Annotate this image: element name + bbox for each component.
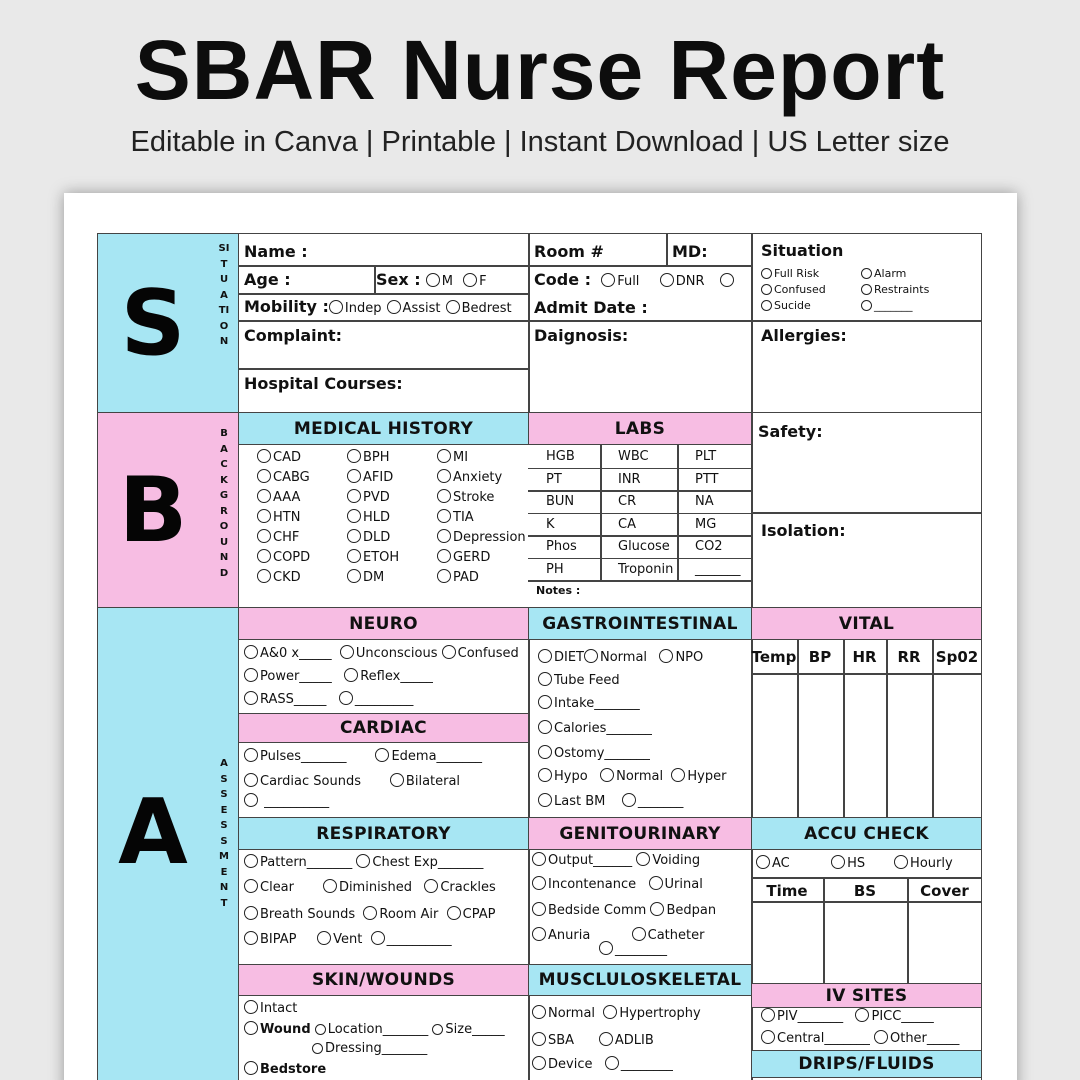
resp-row-4: BIPAP Vent __________ bbox=[244, 931, 452, 947]
location-radio[interactable] bbox=[315, 1024, 326, 1035]
bedstore-radio[interactable] bbox=[244, 1061, 258, 1075]
lab-cell: WBC bbox=[618, 449, 649, 464]
rass-radio[interactable] bbox=[244, 691, 258, 705]
medical-history-item[interactable] bbox=[347, 529, 390, 545]
lab-cell: BUN bbox=[546, 494, 575, 509]
medical-history-label: MI bbox=[453, 450, 469, 465]
checkbox-icon[interactable] bbox=[257, 449, 271, 463]
intake-radio[interactable] bbox=[538, 695, 552, 709]
page-subtitle: Editable in Canva | Printable | Instant Download | US Letter size bbox=[130, 126, 950, 158]
respiratory-header: RESPIRATORY bbox=[238, 817, 529, 850]
medical-history-label: CAD bbox=[273, 450, 301, 465]
hourly-radio[interactable] bbox=[894, 855, 908, 869]
medical-history-label: ETOH bbox=[363, 550, 400, 565]
lab-cell: Troponin bbox=[618, 561, 674, 577]
accu-col-divider bbox=[823, 877, 825, 983]
central-radio[interactable] bbox=[761, 1030, 775, 1044]
resp-other-radio[interactable] bbox=[371, 931, 385, 945]
full-risk-option[interactable]: Full Risk bbox=[761, 267, 819, 280]
name-label: Name : bbox=[244, 242, 308, 261]
medical-history-label: Depression bbox=[453, 530, 526, 545]
medical-history-item[interactable] bbox=[437, 549, 490, 565]
checkbox-icon[interactable] bbox=[257, 529, 271, 543]
clear-radio[interactable] bbox=[244, 879, 258, 893]
code-field bbox=[534, 270, 736, 289]
vital-col-header: HR bbox=[852, 648, 877, 666]
skin-header: SKIN/WOUNDS bbox=[238, 964, 529, 996]
checkbox-icon[interactable] bbox=[257, 489, 271, 503]
medical-history-label: CHF bbox=[273, 530, 300, 545]
accu-col-header: Cover bbox=[920, 882, 969, 900]
medical-history-label: Stroke bbox=[453, 490, 495, 505]
lab-cell: _______ bbox=[695, 561, 741, 577]
bedrest-radio[interactable] bbox=[446, 300, 460, 314]
accu-check-header: ACCU CHECK bbox=[751, 817, 982, 850]
chest-exp-radio[interactable] bbox=[356, 854, 370, 868]
medical-history-item[interactable] bbox=[437, 509, 474, 525]
msk-other-radio[interactable] bbox=[605, 1056, 619, 1070]
accu-divider bbox=[751, 901, 982, 903]
gi-row-7: Last BM _______ bbox=[538, 793, 683, 809]
medical-history-label: HTN bbox=[273, 510, 301, 525]
medical-history-item[interactable] bbox=[347, 549, 399, 565]
medical-history-item[interactable] bbox=[437, 489, 494, 505]
code-other-radio[interactable] bbox=[720, 273, 734, 287]
sex-label: Sex : bbox=[376, 270, 421, 289]
ac-radio[interactable] bbox=[756, 855, 770, 869]
anuria-radio[interactable] bbox=[532, 927, 546, 941]
situation-title: Situation bbox=[761, 241, 844, 260]
sucide-option[interactable]: Sucide bbox=[761, 299, 811, 312]
medical-history-item[interactable] bbox=[437, 469, 502, 485]
cardiac-row-1: Pulses_______ Edema_______ bbox=[244, 748, 482, 764]
confused-option[interactable]: Confused bbox=[761, 283, 826, 296]
pulses-radio[interactable] bbox=[244, 748, 258, 762]
s-letter: S bbox=[120, 270, 186, 376]
vital-header: VITAL bbox=[751, 607, 982, 640]
bilateral-radio[interactable] bbox=[390, 773, 404, 787]
medical-history-item[interactable] bbox=[257, 569, 301, 585]
code-label: Code : bbox=[534, 270, 592, 289]
safety-label: Safety: bbox=[758, 422, 823, 441]
breath-sounds-radio[interactable] bbox=[244, 906, 258, 920]
background-vertical-label: BACKGROUND bbox=[219, 428, 229, 579]
sex-m-label: M bbox=[441, 274, 453, 289]
sex-field bbox=[376, 270, 487, 289]
vent-radio[interactable] bbox=[317, 931, 331, 945]
checkbox-icon[interactable] bbox=[257, 469, 271, 483]
checkbox-icon[interactable] bbox=[347, 449, 361, 463]
isolation-label: Isolation: bbox=[761, 521, 846, 540]
medical-history-item[interactable] bbox=[347, 509, 390, 525]
edema-radio[interactable] bbox=[375, 748, 389, 762]
accu-options: AC HS Hourly bbox=[756, 855, 953, 871]
a-letter: A bbox=[118, 779, 188, 885]
lab-cell: Glucose bbox=[618, 539, 670, 554]
bedside-comm-radio[interactable] bbox=[532, 902, 546, 916]
medical-history-item[interactable] bbox=[257, 549, 310, 565]
vital-col-header: BP bbox=[808, 648, 832, 666]
lab-cell: CR bbox=[618, 494, 637, 509]
checkbox-icon[interactable] bbox=[437, 489, 451, 503]
lab-cell: PH bbox=[546, 561, 564, 577]
restraints-option[interactable]: Restraints bbox=[861, 283, 929, 296]
page-title: SBAR Nurse Report bbox=[134, 23, 946, 117]
accu-divider bbox=[751, 877, 982, 879]
medical-history-item[interactable] bbox=[257, 529, 299, 545]
gu-row-1: Output______ Voiding bbox=[532, 852, 700, 868]
labs-notes-label: Notes : bbox=[536, 584, 581, 597]
gi-other-radio[interactable] bbox=[622, 793, 636, 807]
sex-m-radio[interactable] bbox=[426, 273, 440, 287]
code-dnr-radio[interactable] bbox=[660, 273, 674, 287]
lab-row-divider bbox=[528, 558, 752, 560]
neuro-row-3: RASS_____ _________ bbox=[244, 691, 413, 707]
voiding-radio[interactable] bbox=[636, 852, 650, 866]
iv-row-2: Central_______ Other_____ bbox=[761, 1030, 959, 1046]
checkbox-icon[interactable] bbox=[437, 549, 451, 563]
dressing-radio[interactable] bbox=[312, 1043, 323, 1054]
vital-col-divider bbox=[932, 640, 934, 817]
other-risk-option[interactable]: _______ bbox=[861, 299, 913, 312]
msk-row-1: Normal Hypertrophy bbox=[532, 1005, 701, 1021]
medical-history-label: GERD bbox=[453, 550, 491, 565]
gu-header: GENITOURINARY bbox=[528, 817, 752, 850]
lab-cell: INR bbox=[618, 471, 641, 487]
checkbox-icon[interactable] bbox=[437, 529, 451, 543]
code-full-radio[interactable] bbox=[601, 273, 615, 287]
picc-radio[interactable] bbox=[855, 1008, 869, 1022]
checkbox-icon[interactable] bbox=[437, 569, 451, 583]
cardiac-row-3: __________ bbox=[244, 793, 329, 809]
iv-sites-header: IV SITES bbox=[751, 983, 982, 1008]
checkbox-icon[interactable] bbox=[347, 469, 361, 483]
gi-row-6: Hypo Normal Hyper bbox=[538, 768, 726, 784]
medical-history-item[interactable] bbox=[347, 569, 384, 585]
medical-history-item[interactable] bbox=[437, 529, 526, 545]
gu-row-5: ________ bbox=[599, 941, 667, 957]
vital-col-header: Sp02 bbox=[935, 648, 979, 666]
crackles-radio[interactable] bbox=[424, 879, 438, 893]
medical-history-label: CKD bbox=[273, 570, 301, 585]
wound-radio[interactable] bbox=[244, 1021, 258, 1035]
checkbox-icon[interactable] bbox=[257, 569, 271, 583]
lab-cell: PTT bbox=[695, 471, 719, 487]
skin-row-3: Dressing_______ bbox=[312, 1041, 427, 1056]
allergies-label: Allergies: bbox=[761, 326, 847, 345]
power-radio[interactable] bbox=[244, 668, 258, 682]
hypertrophy-radio[interactable] bbox=[603, 1005, 617, 1019]
gu-row-2: Incontenance Urinal bbox=[532, 876, 703, 892]
vital-col-divider bbox=[797, 640, 799, 817]
checkbox-icon[interactable] bbox=[347, 569, 361, 583]
neuro-other-radio[interactable] bbox=[339, 691, 353, 705]
last-bm-radio[interactable] bbox=[538, 793, 552, 807]
catheter-radio[interactable] bbox=[632, 927, 646, 941]
accu-col-header: Time bbox=[766, 882, 808, 900]
gi-row-2: Tube Feed bbox=[538, 672, 620, 688]
medical-history-label: HLD bbox=[363, 510, 391, 525]
checkbox-icon[interactable] bbox=[257, 549, 271, 563]
vital-col-divider bbox=[843, 640, 845, 817]
skin-row-2: Wound Location_______ Size_____ bbox=[244, 1021, 505, 1037]
bedpan-radio[interactable] bbox=[650, 902, 664, 916]
age-label: Age : bbox=[244, 270, 291, 289]
lab-cell: CA bbox=[618, 516, 636, 532]
lab-col-divider bbox=[677, 445, 679, 580]
gi-row-3: Intake_______ bbox=[538, 695, 640, 711]
npo-radio[interactable] bbox=[659, 649, 673, 663]
pattern-radio[interactable] bbox=[244, 854, 258, 868]
medical-history-label: AFID bbox=[363, 470, 394, 485]
medical-history-label: Anxiety bbox=[453, 470, 503, 485]
cpap-radio[interactable] bbox=[447, 906, 461, 920]
msk-normal-radio[interactable] bbox=[532, 1005, 546, 1019]
hypo-radio[interactable] bbox=[538, 768, 552, 782]
gi-row-1: DIET Normal NPO bbox=[538, 649, 703, 665]
medical-history-label: CABG bbox=[273, 470, 310, 485]
medical-history-item[interactable] bbox=[437, 569, 479, 585]
situation-vertical-label: SITUATION bbox=[218, 243, 230, 347]
medical-history-item[interactable] bbox=[257, 489, 300, 505]
room-air-radio[interactable] bbox=[363, 906, 377, 920]
labs-header: LABS bbox=[528, 412, 752, 445]
assessment-vertical-label: ASSESSMENT bbox=[219, 758, 229, 909]
ao-radio[interactable] bbox=[244, 645, 258, 659]
vital-col-header: RR bbox=[897, 648, 921, 666]
ostomy-radio[interactable] bbox=[538, 745, 552, 759]
mobility-field: Mobility : Indep Assist Bedrest bbox=[244, 297, 512, 316]
lab-cell: MG bbox=[695, 516, 717, 532]
report-sheet bbox=[64, 193, 1017, 1080]
medical-history-label: DLD bbox=[363, 530, 391, 545]
medical-history-item[interactable] bbox=[257, 509, 300, 525]
lab-row-divider bbox=[528, 535, 752, 537]
device-radio[interactable] bbox=[532, 1056, 546, 1070]
sex-f-label: F bbox=[479, 274, 487, 289]
indep-radio[interactable] bbox=[329, 300, 343, 314]
drips-header: DRIPS/FLUIDS bbox=[751, 1050, 982, 1078]
resp-row-1: Pattern_______ Chest Exp_______ bbox=[244, 854, 483, 870]
medical-history-item[interactable] bbox=[257, 469, 310, 485]
vital-col-divider bbox=[886, 640, 888, 817]
checkbox-icon[interactable] bbox=[347, 529, 361, 543]
checkbox-icon[interactable] bbox=[437, 509, 451, 523]
code-full-label: Full bbox=[617, 274, 640, 289]
lab-col-divider bbox=[600, 445, 602, 580]
cardiac-sounds-radio[interactable] bbox=[244, 773, 258, 787]
intact-radio[interactable] bbox=[244, 1000, 258, 1014]
room-label: Room # bbox=[534, 242, 604, 261]
diet-normal-radio[interactable] bbox=[584, 649, 598, 663]
checkbox-icon[interactable] bbox=[437, 469, 451, 483]
sba-radio[interactable] bbox=[532, 1032, 546, 1046]
cardiac-row-2: Cardiac Sounds Bilateral bbox=[244, 773, 460, 789]
code-dnr-label: DNR bbox=[675, 274, 705, 289]
mobility-label: Mobility : bbox=[244, 297, 329, 316]
lab-cell: PT bbox=[546, 471, 562, 487]
neuro-confused-radio[interactable] bbox=[442, 645, 456, 659]
medical-history-header: MEDICAL HISTORY bbox=[238, 412, 529, 445]
medical-history-label: AAA bbox=[273, 490, 301, 505]
medical-history-item[interactable] bbox=[347, 449, 390, 465]
incontenance-radio[interactable] bbox=[532, 876, 546, 890]
lab-row-divider bbox=[528, 468, 752, 470]
medical-history-item[interactable] bbox=[347, 489, 390, 505]
medical-history-label: PAD bbox=[453, 570, 479, 585]
reflex-radio[interactable] bbox=[344, 668, 358, 682]
lab-row-divider bbox=[528, 513, 752, 515]
assist-radio[interactable] bbox=[387, 300, 401, 314]
gi-header: GASTROINTESTINAL bbox=[528, 607, 752, 640]
neuro-row-1: A&0 x_____ Unconscious Confused bbox=[244, 645, 519, 661]
lab-cell: HGB bbox=[546, 449, 575, 464]
iv-other-radio[interactable] bbox=[874, 1030, 888, 1044]
medical-history-label: COPD bbox=[273, 550, 311, 565]
size-radio[interactable] bbox=[432, 1024, 443, 1035]
lab-cell: K bbox=[546, 516, 555, 532]
msk-header: MUSCLULOSKELETAL bbox=[528, 964, 752, 996]
medical-history-item[interactable] bbox=[257, 449, 301, 465]
complaint-label: Complaint: bbox=[244, 326, 343, 345]
md-label: MD: bbox=[672, 242, 708, 261]
skin-row-4: Bedstore bbox=[244, 1061, 326, 1077]
medical-history-label: TIA bbox=[453, 510, 474, 525]
neuro-header: NEURO bbox=[238, 607, 529, 640]
medical-history-label: DM bbox=[363, 570, 385, 585]
piv-radio[interactable] bbox=[761, 1008, 775, 1022]
diagnosis-label: Daignosis: bbox=[534, 326, 629, 345]
resp-row-2: Clear Diminished Crackles bbox=[244, 879, 496, 895]
skin-row-1: Intact bbox=[244, 1000, 297, 1016]
cardiac-other-radio[interactable] bbox=[244, 793, 258, 807]
medical-history-label: PVD bbox=[363, 490, 390, 505]
gu-row-4: Anuria Catheter bbox=[532, 927, 704, 943]
adlib-radio[interactable] bbox=[599, 1032, 613, 1046]
checkbox-icon[interactable] bbox=[257, 509, 271, 523]
msk-row-2: SBA ADLIB bbox=[532, 1032, 654, 1048]
lab-row-divider bbox=[528, 580, 752, 582]
accu-col-divider bbox=[907, 877, 909, 983]
lab-cell: CO2 bbox=[695, 539, 723, 554]
hyper-radio[interactable] bbox=[671, 768, 685, 782]
iv-row-1: PIV_______ PICC_____ bbox=[761, 1008, 934, 1024]
calories-radio[interactable] bbox=[538, 720, 552, 734]
urinal-radio[interactable] bbox=[649, 876, 663, 890]
medical-history-item[interactable] bbox=[347, 469, 393, 485]
bipap-radio[interactable] bbox=[244, 931, 258, 945]
hs-radio[interactable] bbox=[831, 855, 845, 869]
vital-col-header: Temp bbox=[751, 648, 797, 666]
gi-row-4: Calories_______ bbox=[538, 720, 652, 736]
unconscious-radio[interactable] bbox=[340, 645, 354, 659]
checkbox-icon[interactable] bbox=[347, 489, 361, 503]
accu-col-header: BS bbox=[853, 882, 877, 900]
lab-cell: Phos bbox=[546, 539, 577, 554]
admit-date-label: Admit Date : bbox=[534, 298, 648, 317]
sex-f-radio[interactable] bbox=[463, 273, 477, 287]
gu-row-3: Bedside Comm Bedpan bbox=[532, 902, 716, 918]
checkbox-icon[interactable] bbox=[347, 509, 361, 523]
gi-row-5: Ostomy_______ bbox=[538, 745, 650, 761]
resp-row-3: Breath Sounds Room Air CPAP bbox=[244, 906, 496, 922]
bowel-normal-radio[interactable] bbox=[600, 768, 614, 782]
output-radio[interactable] bbox=[532, 852, 546, 866]
neuro-row-2: Power_____ Reflex_____ bbox=[244, 668, 433, 684]
diet-radio[interactable] bbox=[538, 649, 552, 663]
b-letter: B bbox=[118, 457, 188, 563]
vital-header-divider bbox=[751, 673, 982, 675]
checkbox-icon[interactable] bbox=[437, 449, 451, 463]
lab-row-divider bbox=[528, 490, 752, 492]
medical-history-item[interactable] bbox=[437, 449, 468, 465]
diminished-radio[interactable] bbox=[323, 879, 337, 893]
cardiac-header: CARDIAC bbox=[238, 713, 529, 743]
tube-feed-radio[interactable] bbox=[538, 672, 552, 686]
msk-row-3: Device ________ bbox=[532, 1056, 673, 1072]
checkbox-icon[interactable] bbox=[347, 549, 361, 563]
hospital-courses-label: Hospital Courses: bbox=[244, 374, 403, 393]
alarm-option[interactable]: Alarm bbox=[861, 267, 906, 280]
gu-other-radio[interactable] bbox=[599, 941, 613, 955]
lab-cell: PLT bbox=[695, 449, 717, 464]
medical-history-label: BPH bbox=[363, 450, 390, 465]
lab-cell: NA bbox=[695, 494, 714, 509]
